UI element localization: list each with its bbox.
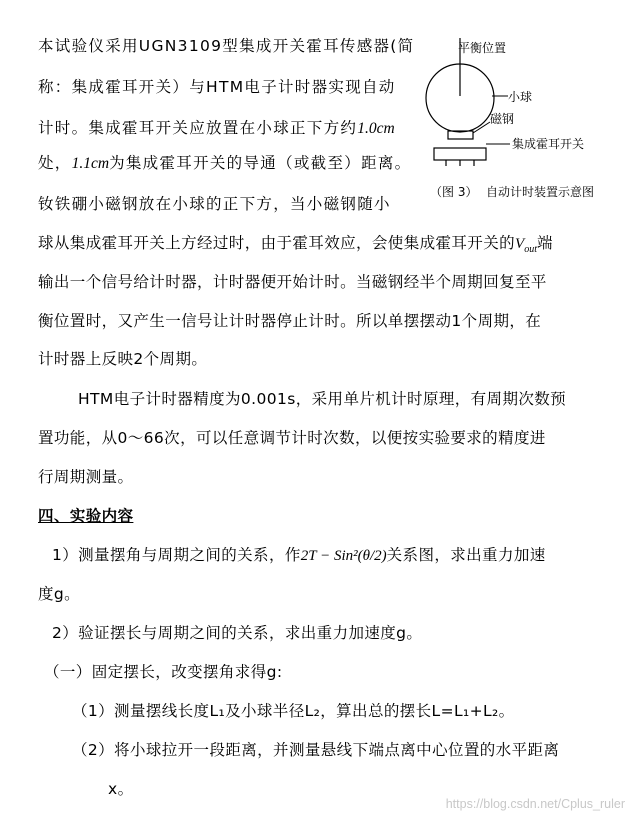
section-heading: 四、实验内容	[38, 507, 134, 525]
subsection-heading: （一）固定摆长，改变摆角求得g:	[44, 663, 283, 681]
timing-device-diagram	[420, 30, 630, 205]
content-item2: 2）验证摆长与周期之间的关系，求出重力加速度g。	[52, 624, 423, 642]
label-magnet: 磁钢	[490, 112, 515, 126]
para1-line6	[38, 232, 553, 261]
hall-switch-shape	[434, 148, 486, 160]
content-item1	[52, 544, 546, 567]
vout-symbol: V	[515, 236, 525, 252]
step-2-cont: x。	[108, 780, 134, 798]
content-item1-end: 关系图，求出重力加速	[386, 546, 546, 564]
para1-line4	[38, 152, 411, 175]
para1-line9: 计时器上反映2个周期。	[38, 350, 208, 368]
para1-line3-text: 计时。集成霍耳开关应放置在小球正下方约	[38, 119, 358, 137]
para2-line2: 置功能，从0～66次，可以任意调节计时次数，以便按实验要求的精度进	[38, 429, 546, 447]
para1-line1: 本试验仪采用UGN3109型集成开关霍耳传感器(简	[38, 37, 415, 55]
step-1: （1）测量摆线长度L₁及小球半径L₂，算出总的摆长L=L₁+L₂。	[72, 702, 515, 720]
timing-device-figure	[420, 30, 630, 205]
para1-line2: 称：集成霍耳开关）与HTM电子计时器实现自动	[38, 78, 396, 96]
figure-caption-number: （图 3）	[430, 185, 478, 199]
para1-line4-prefix: 处，	[38, 154, 72, 172]
label-hall-switch: 集成霍耳开关	[512, 137, 585, 151]
label-ball: 小球	[508, 90, 533, 104]
para1-line5: 钕铁硼小磁钢放在小球的正下方，当小磁钢随小	[38, 195, 391, 213]
para1-line6-text: 球从集成霍耳开关上方经过时，由于霍耳效应，会使集成霍耳开关的	[38, 234, 516, 252]
para1-line3	[38, 117, 395, 140]
para1-line4-text: 为集成霍耳开关的导通（或截至）距离。	[109, 154, 412, 172]
para2-line3: 行周期测量。	[38, 468, 134, 486]
para2-line1: HTM电子计时器精度为0.001s，采用单片机计时原理，有周期次数预	[78, 390, 567, 408]
figure-caption-text: 自动计时装置示意图	[486, 185, 595, 199]
label-balance-position: 平衡位置	[458, 41, 507, 55]
para1-line6-end: 端	[536, 234, 553, 252]
para1-line8: 衡位置时，又产生一信号让计时器停止计时。所以单摆摆动1个周期，在	[38, 312, 542, 330]
distance-1cm: 1.0cm	[357, 120, 395, 137]
para1-line7: 输出一个信号给计时器，计时器便开始计时。当磁钢经半个周期回复至平	[38, 273, 547, 291]
vout-subscript: out	[524, 244, 537, 256]
formula-2t-sin: 2T − Sin²(θ/2)	[300, 548, 387, 564]
step-2: （2）将小球拉开一段距离，并测量悬线下端点离中心位置的水平距离	[72, 741, 560, 759]
watermark: https://blog.csdn.net/Cplus_ruler	[445, 797, 625, 811]
content-item1-text: 1）测量摆角与周期之间的关系，作	[52, 546, 301, 564]
content-item1-cont: 度g。	[38, 585, 81, 603]
distance-1-1cm: 1.1cm	[71, 155, 110, 172]
